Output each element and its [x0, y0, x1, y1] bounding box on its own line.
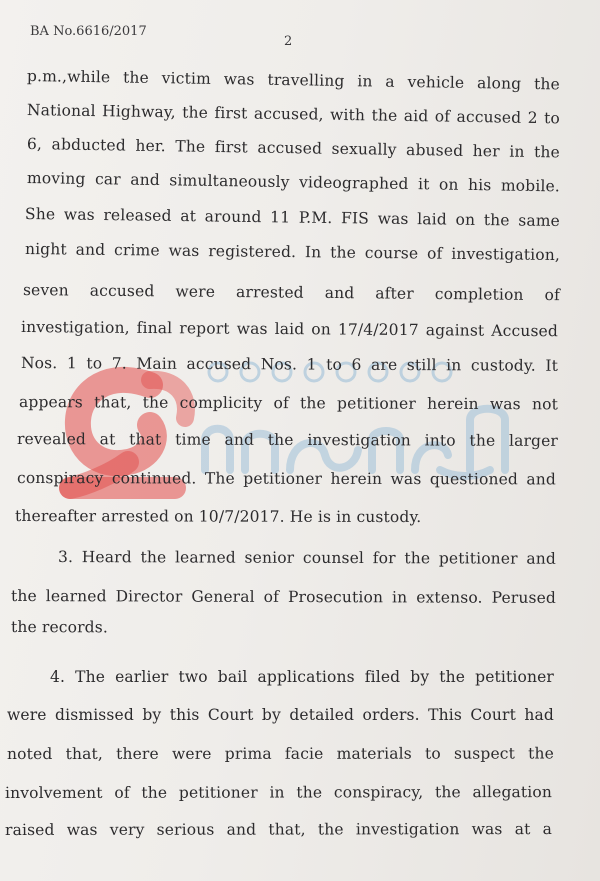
text-line: Nos. 1 to 7. Main accused Nos. 1 to 6 are still in custody. It: [20, 354, 559, 375]
case-number-header: BA No.6616/2017: [30, 24, 147, 39]
text-line: thereafter arrested on 10/7/2017. He is in custody.: [14, 507, 422, 527]
text-line: conspiracy continued. The petitioner herein was questioned and: [16, 469, 557, 489]
text-line: 4. The earlier two bail applications filed by the petitioner: [50, 668, 554, 686]
text-line: appears that, the complicity of the petitioner herein was not: [18, 393, 559, 414]
text-line: raised was very serious and that, the investigation was at a: [4, 820, 553, 839]
text-line: the learned Director General of Prosecution in extenso. Perused: [10, 587, 557, 607]
text-line: involvement of the petitioner in the conspiracy, the allegation: [4, 783, 553, 802]
text-line: were dismissed by this Court by detailed orders. This Court had: [7, 706, 554, 724]
text-line: moving car and simultaneously videographed it on his mobile.: [26, 169, 561, 196]
text-line: night and crime was registered. In the course of investigation,: [24, 240, 561, 265]
text-line: 6, abducted her. The first accused sexually abused her in the: [26, 135, 561, 162]
text-line: p.m.,while the victim was travelling in a vehicle along the: [26, 67, 561, 94]
text-line: noted that, there were prima facie materials to suspect the: [6, 744, 555, 763]
text-line: seven accused were arrested and after completion of: [22, 281, 561, 305]
text-line: 3. Heard the learned senior counsel for the petitioner and: [57, 548, 557, 568]
text-line: National Highway, the first accused, with the aid of accused 2 to: [26, 101, 561, 128]
text-line: She was released at around 11 P.M. FIS was laid on the same: [24, 205, 561, 231]
text-line: investigation, final report was laid on 17/4/2017 against Accused: [20, 318, 559, 341]
text-line: revealed at that time and the investigation into the larger: [16, 430, 559, 450]
text-line: the records.: [10, 618, 108, 637]
page-number: 2: [284, 34, 293, 49]
